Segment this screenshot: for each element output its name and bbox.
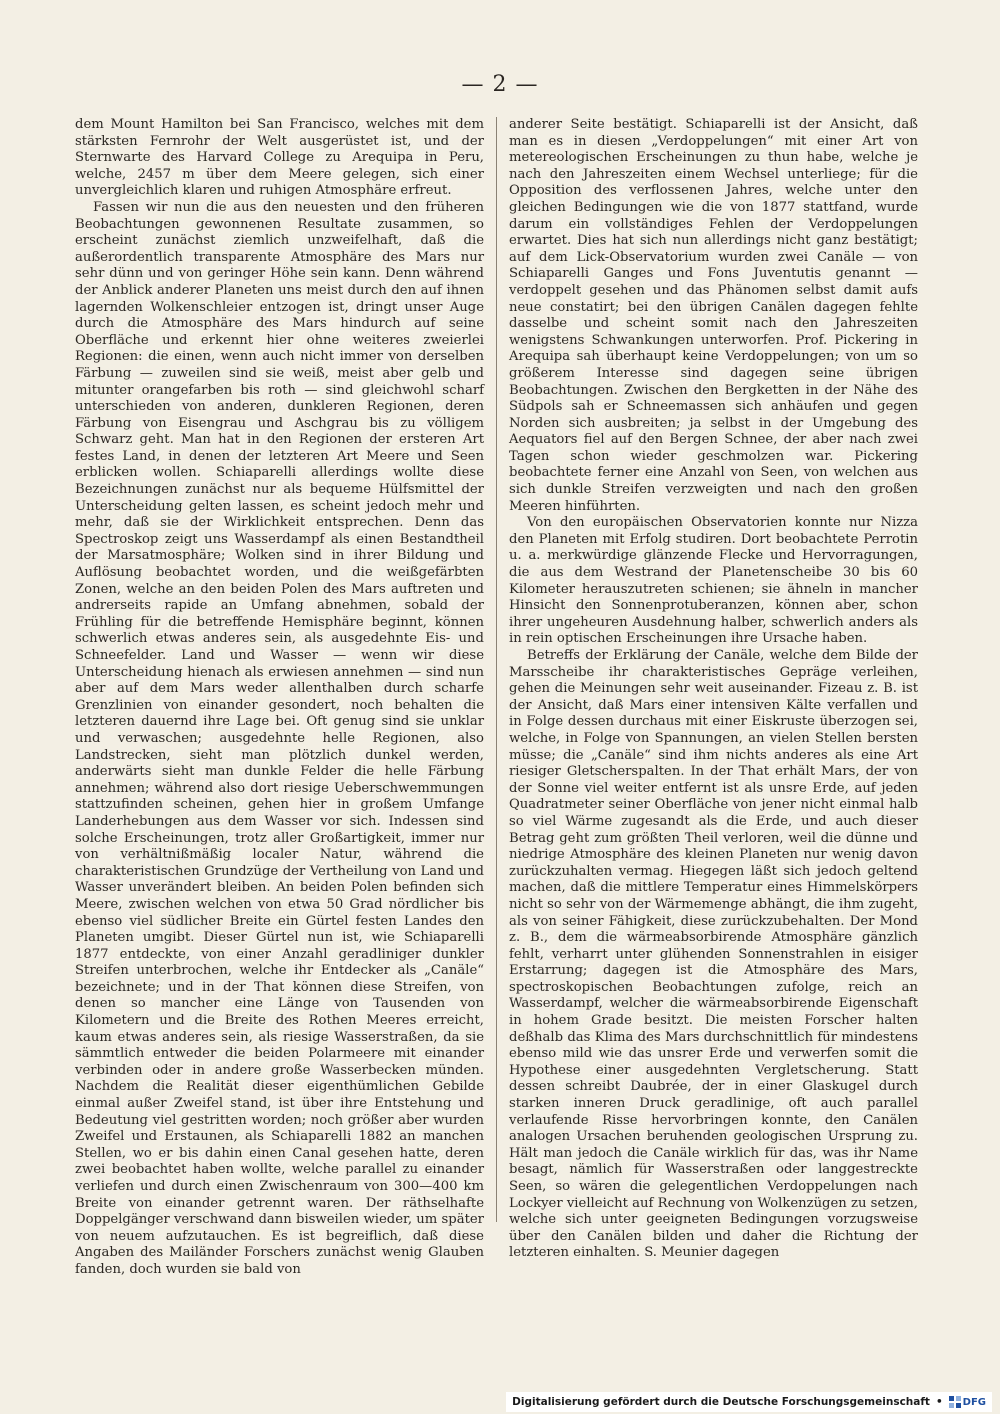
funding-notice: Digitalisierung gefördert durch die Deutsche Forschungsgemeinschaft [512, 1396, 930, 1408]
column-divider [496, 117, 497, 1222]
paragraph: Betreffs der Erklärung der Canäle, welche dem Bilde der Marsscheibe ihr charakteristisches Gepräge verleihen, gehen die Meinungen sehr weit auseinander. Fizeau z. B. ist der Ansicht, daß Mars einer intensiven Kälte verfallen und in Folge dessen durchaus mit einer Eiskruste überzogen sei, welche, in Folge von Spannungen, an vielen Stellen bersten müsse; die „Canäle“ sind ihm nichts anderes als eine Art riesiger Gletscherspalten. In der That erhält Mars, der von der Sonne viel weiter entfernt ist als unsre Erde, auf jeden Quadratmeter seiner Oberfläche von jener nicht einmal halb so viel Wärme zugesandt als die Erde, und auch dieser Betrag geht zum größten Theil verloren, weil die dünne und niedrige Atmosphäre des kleinen Planeten nur wenig davon zurückzuhalten vermag. Hiegegen läßt sich jedoch geltend machen, daß die mittlere Temperatur eines Himmelskörpers nicht so sehr von der Wärmemenge abhängt, die ihm zugeht, als von seiner Fähigkeit, diese zurückzubehalten. Der Mond z. B., dem die wärmeabsorbirende Atmosphäre gänzlich fehlt, verharrt unter glühenden Sonnenstrahlen in eisiger Erstarrung; dagegen ist die Atmosphäre des Mars, spectroskopischen Beobachtungen zufolge, reich an Wasserdampf, welcher die wärmeabsorbirende Eigenschaft in hohem Grade besitzt. Die meisten Forscher halten deßhalb das Klima des Mars durchschnittlich für mindestens ebenso mild wie das unsrer Erde und verwerfen somit die Hypothese einer ausgedehnten Vergletscherung. Statt dessen schreibt Daubrée, der in einer Glaskugel durch starken inneren Druck geradlinige, oft auch parallel verlaufende Risse hervorbringen konnte, den Canälen analogen Ursachen beruhenden geologischen Ursprung zu. Hält man jedoch die Canäle wirklich für das, was ihr Name besagt, nämlich für Wasserstraßen oder langgestreckte Seen, so wären die gelegentlichen Verdoppelungen nach Lockyer vielleicht auf Rechnung von Wolkenzügen zu setzen, welche sich unter geeigneten Bedingungen vorzugsweise über den Canälen bilden und daher die Richtung der letzteren einhalten. S. Meunier dagegen [509, 648, 918, 1261]
right-column [509, 117, 918, 1262]
paragraph: Von den europäischen Observatorien konnte nur Nizza den Planeten mit Erfolg studiren. Dort beobachtete Perrotin u. a. merkwürdige glänzende Flecke und Hervorragungen, die aus dem Westrand der Planetenscheibe 30 bis 60 Kilometer herauszutreten schienen; sie ähneln in mancher Hinsicht den Sonnenprotuberanzen, können aber, schon ihrer ungeheuren Ausdehnung halber, schwerlich anders als in rein optischen Erscheinungen ihre Ursache haben. [509, 515, 918, 647]
page-number: — 2 — [461, 72, 539, 97]
dfg-logo-text: DFG [962, 1396, 986, 1408]
dfg-logo [949, 1396, 986, 1408]
digitization-footer [506, 1392, 992, 1412]
dfg-logo-icon [949, 1396, 961, 1408]
left-column [75, 117, 484, 1279]
paragraph: anderer Seite bestätigt. Schiaparelli ist der Ansicht, daß man es in diesen „Verdoppelungen“ mit einer Art von metereologischen Erscheinungen zu thun habe, welche je nach den Jahreszeiten einem Wechsel unterliege; für die Opposition des verflossenen Jahres, welche unter den gleichen Bedingungen wie die von 1877 stattfand, wurde darum ein vollständiges Fehlen der Verdoppelungen erwartet. Dies hat sich nun allerdings nicht ganz bestätigt; auf dem Lick-Observatorium wurden zwei Canäle — von Schiaparelli Ganges und Fons Juventutis genannt — verdoppelt gesehen und das Phänomen selbst damit aufs neue constatirt; bei den übrigen Canälen dagegen fehlte dasselbe und scheint somit nach den Jahreszeiten wenigstens Schwankungen unterworfen. Prof. Pickering in Arequipa sah überhaupt keine Verdoppelungen; von um so größerem Interesse sind dagegen seine übrigen Beobachtungen. Zwischen den Bergketten in der Nähe des Südpols sah er Schneemassen sich anhäufen und gegen Norden sich ausbreiten; ja selbst in der Umgebung des Aequators fiel auf den Bergen Schnee, der aber nach zwei Tagen schon wieder geschmolzen war. Pickering beobachtete ferner eine Anzahl von Seen, von welchen aus sich dunkle Streifen verzweigten und nach den großen Meeren hinführten. [509, 117, 918, 514]
footer-separator: • [935, 1396, 943, 1408]
paragraph: Fassen wir nun die aus den neuesten und den früheren Beobachtungen gewonnenen Resultate zusammen, so erscheint zunächst ziemlich unzweifelhaft, daß die außerordentlich transparente Atmosphäre des Mars nur sehr dünn und von geringer Höhe sein kann. Denn während der Anblick anderer Planeten uns meist durch den auf ihnen lagernden Wolkenschleier entzogen ist, dringt unser Auge durch die Atmosphäre des Mars hindurch auf seine Oberfläche und erkennt hier ohne weiteres zweierlei Regionen: die einen, wenn auch nicht immer von derselben Färbung — zuweilen sind sie weiß, meist aber gelb und mitunter orangefarben bis roth — sind gleichwohl scharf unterschieden von anderen, dunkleren Regionen, deren Färbung von Eisengrau und Aschgrau bis zu völligem Schwarz geht. Man hat in den Regionen der ersteren Art festes Land, in denen der letzteren Art Meere und Seen erblicken wollen. Schiaparelli allerdings wollte diese Bezeichnungen zunächst nur als bequeme Hülfsmittel der Unterscheidung gelten lassen, es scheint jedoch mehr und mehr, daß sie der Wirklichkeit entsprechen. Denn das Spectroskop zeigt uns Wasserdampf als einen Bestandtheil der Marsatmosphäre; Wolken sind in ihrer Bildung und Auflösung beobachtet worden, und die weißgefärbten Zonen, welche an den beiden Polen des Mars auftreten und andrerseits rapide an Umfang abnehmen, sobald der Frühling für die betreffende Hemisphäre beginnt, können schwerlich etwas anderes sein, als ausgedehnte Eis- und Schneefelder. Land und Wasser — wenn wir diese Unterscheidung hienach als erwiesen annehmen — sind nun aber auf dem Mars weder allenthalben durch scharfe Grenzlinien von einander gesondert, noch behalten die letzteren dauernd ihre Lage bei. Oft genug sind sie unklar und verwaschen; ausgedehnte helle Regionen, also Landstrecken, sieht man plötzlich dunkel werden, anderwärts sieht man dunkle Felder die helle Färbung annehmen; während also dort riesige Ueberschwemmungen stattzufinden scheinen, gehen hier in großem Umfange Landerhebungen aus dem Wasser vor sich. Indessen sind solche Erscheinungen, trotz aller Großartigkeit, immer nur von verhältnißmäßig localer Natur, während die charakteristischen Grundzüge der Vertheilung von Land und Wasser unverändert bleiben. An beiden Polen befinden sich Meere, zwischen welchen von etwa 50 Grad nördlicher bis ebenso viel südlicher Breite ein Gürtel festen Landes den Planeten umgibt. Dieser Gürtel nun ist, wie Schiaparelli 1877 entdeckte, von einer Anzahl geradliniger dunkler Streifen unterbrochen, welche ihr Entdecker als „Canäle“ bezeichnete; und in der That können diese Streifen, von denen so mancher eine Länge von Tausenden von Kilometern und die Breite des Rothen Meeres erreicht, kaum etwas anderes sein, als riesige Wasserstraßen, da sie sämmtlich entweder die beiden Polarmeere mit einander verbinden oder in andere große Wasserbecken münden. Nachdem die Realität dieser eigenthümlichen Gebilde einmal außer Zweifel stand, ist über ihre Entstehung und Bedeutung viel gestritten worden; noch größer aber wurden Zweifel und Erstaunen, als Schiaparelli 1882 an manchen Stellen, wo er bis dahin einen Canal gesehen hatte, deren zwei beobachtet haben wollte, welche parallel zu einander verliefen und durch einen Zwischenraum von 300—400 km Breite von einander getrennt waren. Der räthselhafte Doppelgänger verschwand dann bisweilen wieder, um später von neuem aufzutauchen. Es ist begreiflich, daß diese Angaben des Mailänder Forschers zunächst wenig Glauben fanden, doch wurden sie bald von [75, 199, 484, 1277]
paragraph: dem Mount Hamilton bei San Francisco, welches mit dem stärksten Fernrohr der Welt ausgerüstet ist, und der Sternwarte des Harvard College zu Arequipa in Peru, welche, 2457 m über dem Meere gelegen, sich einer unvergleichlich klaren und ruhigen Atmosphäre erfreut. [75, 117, 484, 199]
